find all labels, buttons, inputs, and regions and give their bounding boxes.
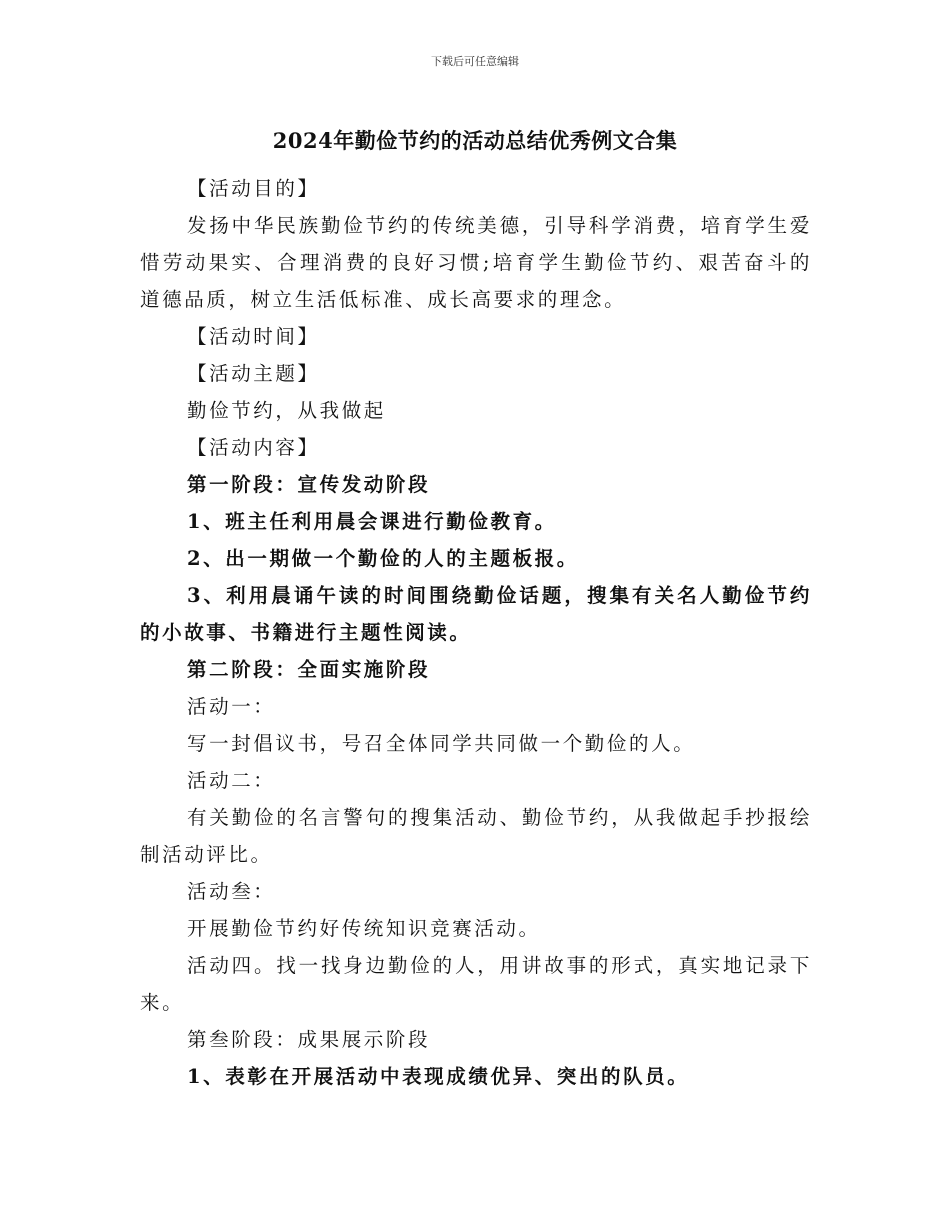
paragraph: 第叁阶段：成果展示阶段	[187, 1028, 431, 1051]
paragraph: 开展勤俭节约好传统知识竞赛活动。	[187, 917, 541, 940]
paragraph: 1、班主任利用晨会课进行勤俭教育。	[187, 510, 557, 533]
paragraph: 活动四。找一找身边勤俭的人，用讲故事的形式，真实地记录下来。	[140, 954, 812, 1014]
paragraph: 【活动时间】	[187, 325, 320, 348]
paragraph: 活动叁：	[187, 880, 276, 903]
paragraph: 发扬中华民族勤俭节约的传统美德，引导科学消费，培育学生爱惜劳动果实、合理消费的良好习惯;培育学生勤俭节约、艰苦奋斗的道德品质，树立生活低标准、成长高要求的理念。	[140, 214, 812, 311]
paragraph: 写一封倡议书，号召全体同学共同做一个勤俭的人。	[187, 732, 696, 755]
paragraph: 【活动目的】	[187, 177, 320, 200]
paragraph: 勤俭节约，从我做起	[187, 399, 386, 422]
paragraph: 活动二：	[187, 769, 276, 792]
paragraph: 2、出一期做一个勤俭的人的主题板报。	[187, 547, 579, 570]
paragraph: 3、利用晨诵午读的时间围绕勤俭话题，搜集有关名人勤俭节约的小故事、书籍进行主题性阅读。	[140, 584, 812, 644]
document-title: 2024年勤俭节约的活动总结优秀例文合集	[272, 128, 678, 153]
paragraph: 活动一：	[187, 695, 276, 718]
document-body	[140, 170, 812, 1095]
paragraph: 【活动内容】	[187, 436, 320, 459]
paragraph: 【活动主题】	[187, 362, 320, 385]
paragraph: 第二阶段：全面实施阶段	[187, 658, 431, 681]
paragraph: 1、表彰在开展活动中表现成绩优异、突出的队员。	[187, 1065, 690, 1088]
paragraph: 第一阶段：宣传发动阶段	[187, 473, 431, 496]
header-note: 下载后可任意编辑	[431, 55, 519, 68]
paragraph: 有关勤俭的名言警句的搜集活动、勤俭节约，从我做起手抄报绘制活动评比。	[140, 806, 812, 866]
